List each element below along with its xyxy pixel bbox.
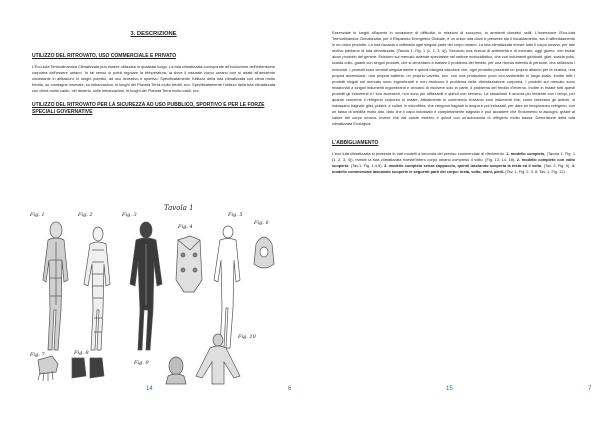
models-text-intro: L'eco tuta climatizzata si presenta in vari modelli a seconda del preciso commerciale di riferimento. — [332, 150, 507, 156]
figure-hood — [254, 237, 274, 268]
page-number-6: 6 — [288, 386, 292, 392]
models-text-2: (Tav.1, Fig. 1,4,5). — [349, 162, 384, 168]
fig-label-10: Fig. 10 — [238, 334, 256, 340]
left-footer — [0, 386, 300, 398]
figure-suit-dark — [130, 222, 162, 350]
right-page-content — [332, 30, 575, 183]
heading-abbigliamento: L'ABBIGLIAMENTO — [332, 139, 379, 146]
left-page-content — [32, 30, 275, 116]
figure-head — [166, 357, 186, 384]
fig-label-3: Fig. 3 — [122, 212, 137, 218]
fig-label-4: Fig. 4 — [178, 224, 193, 230]
model-2-label: 2. modello completo con volto scoperto. — [332, 156, 575, 168]
suit-illustration — [28, 200, 280, 386]
paragraph-market-analysis: Essenziale in luoghi all'aperto in occasione di difficoltà, in missioni di soccorso, in ambienti climatici ostili. L'invenzione l'Eco-tuta Termodinamica Climatizzata, per il Risparmio Energetico Globale, è un unico tuta dove è presente sia il riscaldamento, sia il raffreddamento in un unico prodotto. La tuta riscalda o raffredda ogni singola parte del corpo umano. La tuta climatizzata riveste tutto il corpo umano, per tale motivo parliamo di tuta climatizzata. (Tavola 1, Fig. 1 (1, 2, 3, 4)). Secondo una ricerca di anteriorità e di mercato, oggi giorno, non esiste alcun prodotto del genere. Esistono sul mercato aziende specialiste nel settore motociclistico, che con indumenti giubbotti, gilet, scalda polsi, scalda collo, guanti con singoli prodotti, che si cimentano a trattare il problema del freddo, per una ricchia ristretta di persone, che utilizzano i motocicli. I prodotti sono venduti singolarmente e quindi bisogna calcolare che, ogni prodotto possiede un proprio attacco per la ricarica, una propria accensione, una propria batteria, un proprio cavetto, ecc. con una produzione poco eco-sostenibile in larga scala. Inoltre tutti i prodotti singoli sul mercato sono ingombranti e non risolvono il problema della climatizzazione corporea. I prodotti sul mercato sono relazionati a singoli indumenti ingombranti e cercano di risolvere solo in parte, il problema del freddo d'inverno. Inoltre in estate tutti questi prodotti gli indumenti e i loro accessori, non sono più utilizzabili e quindi non servono. La situazione è ancora più irridente con i tempi, per quanto concerne il refrigerio corporeo in estate. Attualmente in commercio troviamo solo indumenti che, come facevano gli antichi, si indossano bagnati: gilet, polsini, e collari, in microfibra, che vengono bagnati in acqua e poi indossati, per dare un temporaneo refrigerio, con un tasso di umidità molto alto, dato che il capo indossato è completamente bagnato e può accadere che l'indumento si asciughi, grazie al calore del corpo umano, invece che dal calore esterno e quindi con un'autonomia di refrigerio molto bassa. Descrizione della tuta climatizzata Ecologica. — [332, 30, 575, 127]
model-1-label: 1. modello completo, — [506, 150, 546, 156]
figure-gloves — [38, 356, 58, 381]
paragraph-models — [332, 151, 575, 175]
models-text-4: (Tav. 1, Fig. 2, 3, 8; Tav. 1, Fig. 12). — [504, 168, 566, 174]
fig-label-2: Fig. 2 — [78, 212, 93, 218]
paragraph-commercial-use: L'Eco-tuta Termodinamica Climatizzata può essere utilizzata in qualsiasi luogo. La tuta climatizzata corrisponde all'evoluzione dell'estensione corporea dell'essere umano. In tal senso si potrà regolare la temperatura, la dove il naturale corpo umano non si adatti all'ambiente circostante in abitazioni, in luoghi pubblici, ad uso ricreativo e sportivo. Specificatamente l'utilizzo della tuta climatizzata con clima molto freddo, su montagne innevate, su imbarcazioni, in luoghi del Pianeta Terra molto freddi, ecc. Specificatamente l'utilizzo della tuta climatizzata con clima molto caldo, nel deserto, sulle imbarcazioni, in luoghi del Pianeta Terra molto caldi, ecc. — [32, 64, 275, 94]
right-page — [300, 0, 600, 428]
fig-label-6: Fig. 6 — [254, 220, 269, 226]
heading-commercial-use: UTILIZZO DEL RITROVATO, USO COMMERCIALE E PRIVATO — [32, 53, 177, 59]
model-3-label: 3. modello completo senza cappuccio, quindi lasciando scoperta la testa ed il volto. — [383, 162, 543, 168]
models-text-3: (Tav. 2, Fig. 9). — [542, 162, 572, 168]
fig-label-1: Fig. 1 — [30, 212, 45, 218]
figure-plate — [28, 200, 280, 386]
fig-label-8: Fig. 8 — [74, 350, 89, 356]
plate-title: Tavola 1 — [164, 204, 194, 212]
heading-security-use: UTILIZZO DEL RITROVATO PER LA SICUREZZA AD USO PUBBLICO, SPORTIVO E PER LE FORZE SPECIALI GOVERNATIVE — [32, 102, 265, 116]
model-4-label: 4. modello commerciale lasciando scoperte le seguenti parti del corpo: testa, volto, mani, piedi. — [332, 162, 575, 174]
figure-suit-full — [43, 222, 68, 350]
figure-sketch — [214, 226, 240, 348]
right-footer — [300, 386, 600, 398]
page-number-14: 14 — [146, 386, 153, 392]
section-title: 3. DESCRIZIONE — [130, 31, 177, 37]
fig-label-7: Fig. 7 — [30, 352, 45, 358]
models-text-1: (Tavola 1, Fig. 1 (1, 2, 3, 4)), riveste la tuta climatizzata rivestel'intero corpo umano compreso il volto. (Fig. 13, 14, 18). — [332, 150, 575, 162]
page-number-15: 15 — [446, 386, 453, 392]
figure-torso — [196, 334, 240, 384]
page-number-7: 7 — [588, 386, 592, 392]
fig-label-5: Fig. 5 — [228, 212, 243, 218]
figure-suit-lines — [84, 227, 110, 350]
fig-label-9: Fig. 9 — [134, 360, 149, 366]
figure-vest — [176, 236, 202, 292]
figure-boots — [72, 358, 104, 378]
